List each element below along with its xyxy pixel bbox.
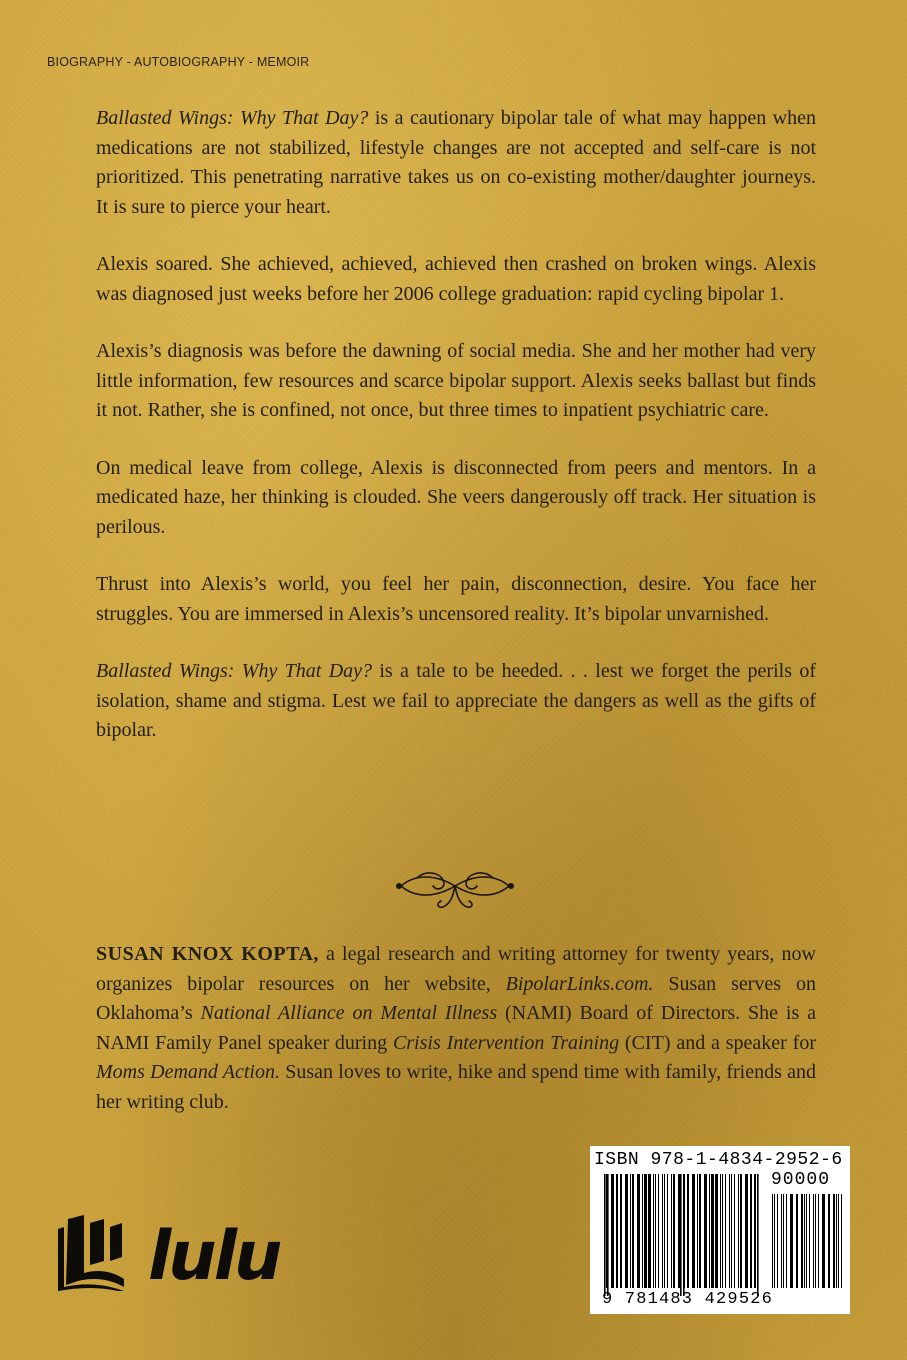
book-title: Ballasted Wings: Why That Day? xyxy=(96,107,369,129)
author-website: BipolarLinks.com. xyxy=(505,972,654,995)
blurb-paragraph-2: Alexis soared. She achieved, achieved, achieved then crashed on broken wings. Alexis was diagnosed just weeks before her 2006 college graduation: rapid cycling bipolar 1. xyxy=(96,253,816,305)
moms-demand-action: Moms Demand Action. xyxy=(96,1061,280,1083)
category-label: BIOGRAPHY - AUTOBIOGRAPHY - MEMOIR xyxy=(47,55,310,69)
ean-digits: 9 781483 429526 xyxy=(602,1290,774,1309)
blurb-paragraph-3: Alexis’s diagnosis was before the dawning of social media. She and her mother had very little information, few resources and scarce bipolar support. Alexis seeks ballast but finds it not. Rather, she is confined, not once, but three times to inpatient psychiatric care. xyxy=(96,340,816,421)
author-bio: SUSAN KNOX KOPTA, a legal research and writing attorney for twenty years, now organizes bipolar resources on her website, BipolarLinks.com. Susan serves on Oklahoma’s National Alliance on Mental Illness (NAMI) Board of Directors. She is a NAMI Family Panel speaker during Crisis Intervention Training (CIT) and a speaker for Moms Demand Action. Susan loves to write, hike and spend time with family, friends and her writing club. xyxy=(96,943,817,1113)
blurb-paragraph-6 xyxy=(96,657,816,746)
blurb-text: is a tale to be heeded. . . lest we forget the perils of isolation, shame and stigma. Lest we fail to appreciate the dangers as well as the gifts of bipolar. xyxy=(96,660,816,741)
organization-name: National Alliance on Mental Illness xyxy=(200,1002,498,1024)
isbn-barcode xyxy=(590,1146,850,1314)
book-title: Ballasted Wings: Why That Day? xyxy=(96,660,373,682)
book-icon xyxy=(58,1215,142,1291)
price-code: 90000 xyxy=(771,1170,831,1190)
blurb-text: is a cautionary bipolar tale of what may happen when medications are not stabilized, lifestyle changes are not accepted and self-care is not prioritized. This penetrating narrative takes us on co-existing mother/daughter journeys. It is sure to pierce your heart. xyxy=(96,107,816,218)
author-name: SUSAN KNOX KOPTA, xyxy=(96,943,319,965)
blurb-paragraph-5: Thrust into Alexis’s world, you feel her pain, disconnection, desire. You face her struggles. You are immersed in Alexis’s uncensored reality. It’s bipolar unvarnished. xyxy=(96,573,816,625)
flourish-ornament-icon xyxy=(395,868,515,914)
blurb-paragraph-1 xyxy=(96,104,816,222)
isbn-label: ISBN 978-1-4834-2952-6 xyxy=(594,1150,843,1170)
blurb-paragraph-4: On medical leave from college, Alexis is disconnected from peers and mentors. In a medicated haze, her thinking is clouded. She veers dangerously off track. Her situation is perilous. xyxy=(96,456,816,538)
blurb xyxy=(96,104,816,774)
training-name: Crisis Intervention Training xyxy=(392,1031,620,1054)
publisher-logo: lulu xyxy=(148,1217,280,1296)
